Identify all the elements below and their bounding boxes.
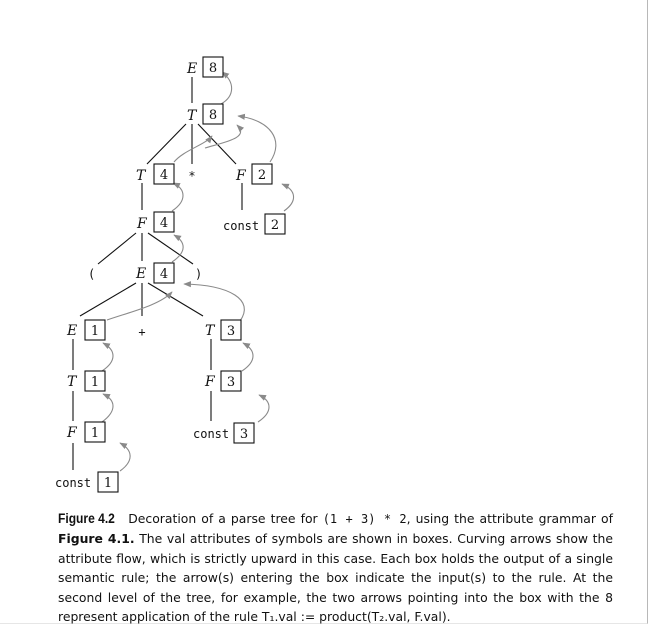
edge-e-t3 — [148, 283, 203, 316]
node-f-right7-val: 3 — [226, 375, 236, 390]
node-t2-val: 8 — [208, 108, 218, 123]
edge-t-f — [198, 124, 236, 164]
node-rparen-symbol: ) — [195, 267, 203, 281]
node-e-mid-val: 4 — [159, 267, 169, 282]
node-e-low-val: 1 — [90, 324, 100, 339]
caption-expression: (1 + 3) * 2 — [322, 512, 407, 526]
arrow-f1-to-t1 — [102, 394, 113, 422]
edge-t-t — [147, 124, 186, 164]
node-const2-val: 2 — [270, 218, 280, 233]
arrow-f3-to-t3 — [242, 343, 253, 371]
node-f-left8-val: 1 — [90, 426, 100, 441]
caption-mid: , using the attribute grammar of — [406, 511, 613, 526]
arrow-t1-to-e1 — [102, 343, 113, 371]
node-f-right-symbol: F — [236, 168, 246, 184]
node-lparen-symbol: ( — [88, 267, 96, 281]
arrow-t3-to-e4 — [184, 284, 244, 321]
tree-nodes — [55, 57, 285, 492]
edge-e-e1 — [80, 283, 136, 316]
arrow-const3-to-f3 — [258, 395, 269, 422]
node-f-right-val: 2 — [257, 168, 267, 183]
edge-f-lparen — [98, 233, 136, 264]
node-e-root-symbol: E — [187, 61, 198, 77]
node-t-left-symbol: T — [136, 168, 146, 184]
node-e-low-symbol: E — [67, 323, 78, 339]
node-t-left7-symbol: T — [67, 374, 77, 390]
node-f4-val: 4 — [159, 216, 169, 231]
node-const3-val: 3 — [239, 427, 249, 442]
arrow-const2-to-f2 — [282, 184, 294, 211]
caption-figure-label: Figure 4.2 — [58, 510, 115, 526]
arrow-e1-to-e4 — [107, 292, 172, 320]
node-e-mid-symbol: E — [136, 266, 147, 282]
arrow-t4-to-t8 — [174, 136, 212, 162]
node-times-symbol: * — [188, 169, 196, 183]
caption-body: The val attributes of symbols are shown in boxes. Curving arrows show the attribute flow, which is strictly upward in this case. Each box holds the output of a single semantic rule; the arrow(s) entering the box indicate the input(s) to the rule. At the second level of the tree, for example, the two arrows pointing into the box with the 8 represent application of the rule — [58, 531, 614, 625]
figure-caption — [58, 509, 613, 626]
arrow-e4-to-f4 — [172, 235, 183, 262]
node-const2-symbol: const — [223, 219, 260, 233]
edge-f-rparen — [148, 233, 193, 264]
node-t-right6-val: 3 — [226, 324, 236, 339]
node-const3-symbol: const — [193, 427, 230, 441]
node-plus-symbol: + — [138, 325, 146, 339]
caption-rule: T₁.val := product(T₂.val, F.val). — [261, 609, 451, 625]
caption-figure-ref: Figure 4.1. — [58, 531, 135, 547]
node-t-right6-symbol: T — [205, 323, 215, 339]
caption-intro: Decoration of a parse tree for — [128, 511, 318, 526]
node-const1-symbol: const — [55, 476, 92, 490]
node-f-left8-symbol: F — [67, 425, 77, 441]
arrow-f2-to-t8 — [238, 116, 276, 162]
node-const1-val: 1 — [103, 476, 113, 491]
arrow-const1-to-f1 — [120, 443, 130, 471]
node-t-left-val: 4 — [159, 168, 169, 183]
node-f-right7-symbol: F — [205, 374, 215, 390]
arrow-f4-to-t4 — [172, 183, 183, 211]
node-t-left7-val: 1 — [90, 375, 100, 390]
node-e-root-val: 8 — [208, 61, 218, 76]
node-f4-symbol: F — [137, 216, 147, 232]
node-t2-symbol: T — [187, 108, 197, 124]
